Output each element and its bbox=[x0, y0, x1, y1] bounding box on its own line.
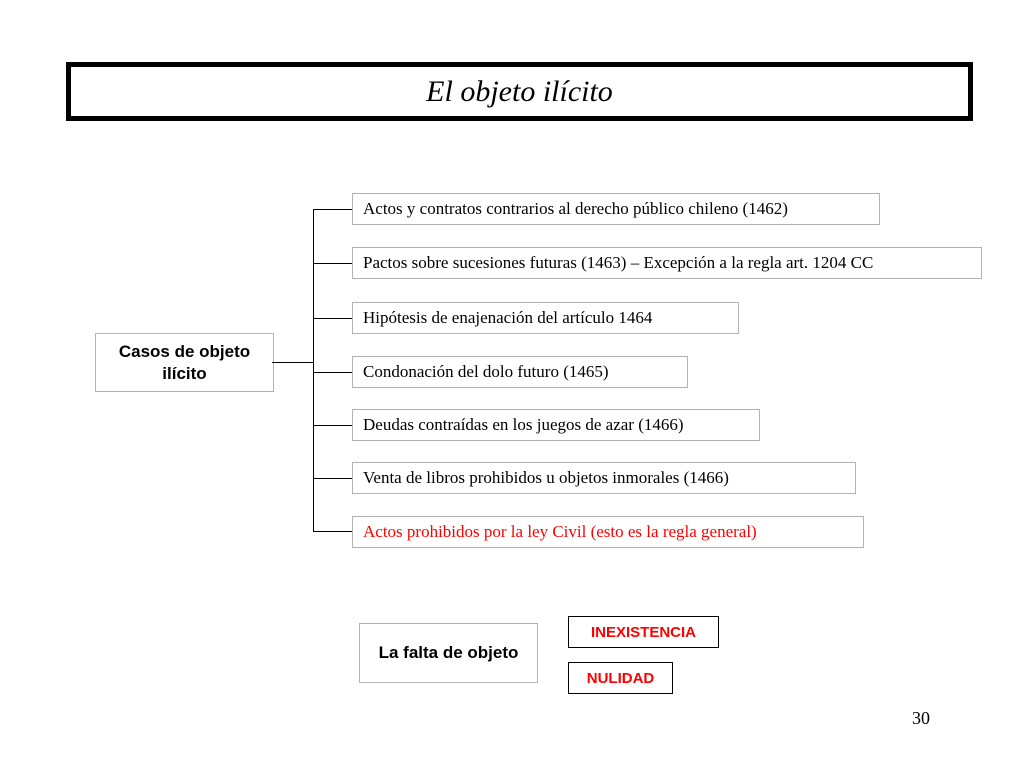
case-box-6: Venta de libros prohibidos u objetos inmorales (1466) bbox=[352, 462, 856, 494]
falta-de-objeto-node: La falta de objeto bbox=[359, 623, 538, 683]
case-box-1: Actos y contratos contrarios al derecho público chileno (1462) bbox=[352, 193, 880, 225]
slide-title: El objeto ilícito bbox=[66, 62, 973, 121]
case-box-5: Deudas contraídas en los juegos de azar (1466) bbox=[352, 409, 760, 441]
connector-branch-7 bbox=[313, 531, 352, 532]
connector-branch-4 bbox=[313, 372, 352, 373]
connector-vertical-spine bbox=[313, 209, 314, 531]
case-box-2: Pactos sobre sucesiones futuras (1463) – Excepción a la regla art. 1204 CC bbox=[352, 247, 982, 279]
connector-root-horizontal bbox=[272, 362, 313, 363]
case-box-3: Hipótesis de enajenación del artículo 1464 bbox=[352, 302, 739, 334]
connector-branch-2 bbox=[313, 263, 352, 264]
connector-branch-6 bbox=[313, 478, 352, 479]
outcome-nulidad: NULIDAD bbox=[568, 662, 673, 694]
page-number: 30 bbox=[912, 708, 930, 728]
case-box-7-highlight: Actos prohibidos por la ley Civil (esto es la regla general) bbox=[352, 516, 864, 548]
connector-branch-5 bbox=[313, 425, 352, 426]
outcome-inexistencia: INEXISTENCIA bbox=[568, 616, 719, 648]
connector-branch-1 bbox=[313, 209, 352, 210]
root-node-casos: Casos de objeto ilícito bbox=[95, 333, 274, 392]
case-box-4: Condonación del dolo futuro (1465) bbox=[352, 356, 688, 388]
connector-branch-3 bbox=[313, 318, 352, 319]
